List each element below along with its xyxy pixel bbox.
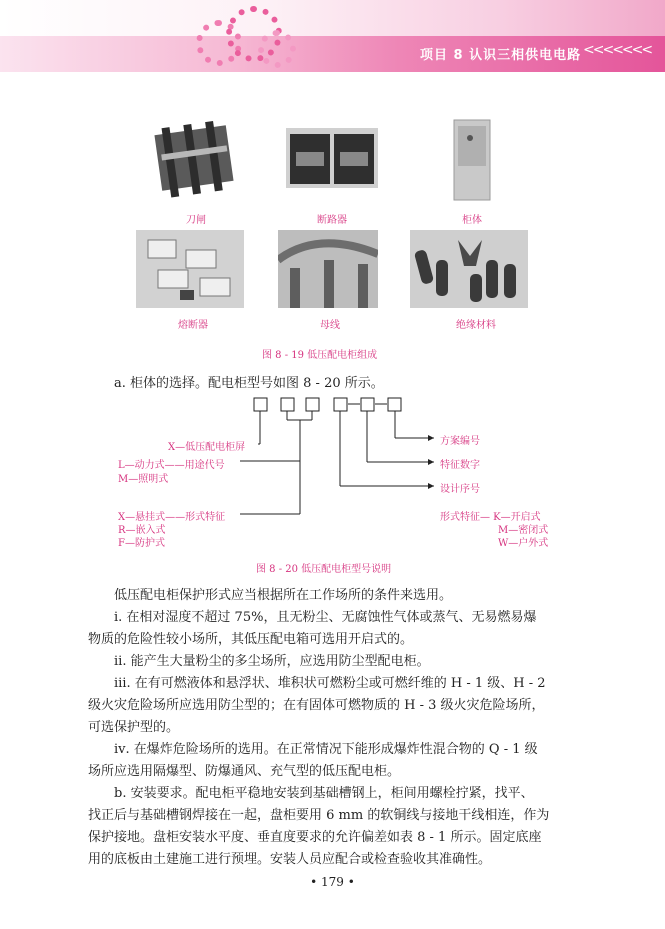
photo-caption: 母线 bbox=[320, 320, 340, 331]
model-right-label: W—户外式 bbox=[498, 538, 549, 549]
photo-caption: 绝缘材料 bbox=[456, 320, 496, 331]
chevron-left-icon: <<<<<<< bbox=[583, 42, 652, 58]
model-right-label: 特征数字 bbox=[440, 460, 480, 471]
model-left-label: R—嵌入式 bbox=[118, 525, 166, 536]
paragraph-text: 保护接地。盘柜安装水平度、垂直度要求的允许偏差如表 8 - 1 所示。固定底座 bbox=[88, 830, 542, 845]
photo-caption: 柜体 bbox=[462, 215, 482, 226]
paragraph-text: 用的底板由土建施工进行预埋。安装人员应配合或检查验收其准确性。 bbox=[88, 852, 492, 867]
figure-caption: 图 8 - 20 低压配电柜型号说明 bbox=[256, 564, 392, 575]
model-right-label: 方案编号 bbox=[440, 436, 480, 447]
photo-caption: 断路器 bbox=[317, 215, 347, 226]
model-right-label: 设计序号 bbox=[440, 484, 480, 495]
paragraph-text: 找正后与基础槽钢焊接在一起，盘柜要用 6 mm 的软铜线与接地干线相连，作为 bbox=[88, 808, 550, 823]
model-left-label: M—照明式 bbox=[118, 474, 169, 485]
paragraph-text: ⅳ. 在爆炸危险场所的选用。在正常情况下能形成爆炸性混合物的 Q - 1 级 bbox=[114, 742, 538, 757]
photo-caption: 刀闸 bbox=[186, 215, 206, 226]
page-number: • 179 • bbox=[310, 875, 355, 889]
paragraph-text: 级火灾危险场所应选用防尘型的；在有固体可燃物质的 H - 3 级火灾危险场所， bbox=[88, 698, 545, 713]
paragraph-text: 低压配电柜保护形式应当根据所在工作场所的条件来选用。 bbox=[114, 588, 453, 603]
paragraph-text: ⅲ. 在有可燃液体和悬浮状、堆积状可燃粉尘或可燃纤维的 H - 1 级、H - 2 bbox=[114, 676, 546, 691]
model-right-label: M—密闭式 bbox=[498, 525, 549, 536]
chapter-title: 项目 8 认识三相供电电路 bbox=[420, 48, 582, 63]
figure-caption: 图 8 - 19 低压配电柜组成 bbox=[262, 350, 378, 361]
model-left-label: L—动力式——用途代号 bbox=[118, 460, 225, 471]
model-left-label: X—悬挂式——形式特征 bbox=[118, 512, 226, 523]
paragraph-text: 可选保护型的。 bbox=[88, 720, 180, 735]
paragraph-text: 物质的危险性较小场所，其低压配电箱可选用开启式的。 bbox=[88, 632, 414, 647]
model-left-label: F—防护式 bbox=[118, 538, 165, 549]
model-right-label: 形式特征— K—开启式 bbox=[440, 512, 541, 523]
paragraph-text: b. 安装要求。配电柜平稳地安装到基础槽钢上，柜间用螺栓拧紧，找平、 bbox=[114, 786, 534, 801]
intro-line: a. 柜体的选择。配电柜型号如图 8 - 20 所示。 bbox=[114, 376, 384, 391]
model-left-label: X—低压配电柜屏 bbox=[168, 442, 246, 453]
photo-caption: 熔断器 bbox=[178, 320, 208, 331]
paragraph-text: ⅱ. 能产生大量粉尘的多尘场所，应选用防尘型配电柜。 bbox=[114, 654, 430, 669]
paragraph-text: 场所应选用隔爆型、防爆通风、充气型的低压配电柜。 bbox=[88, 764, 401, 779]
paragraph-text: ⅰ. 在相对湿度不超过 75%，且无粉尘、无腐蚀性气体或蒸气、无易燃易爆 bbox=[114, 610, 537, 625]
